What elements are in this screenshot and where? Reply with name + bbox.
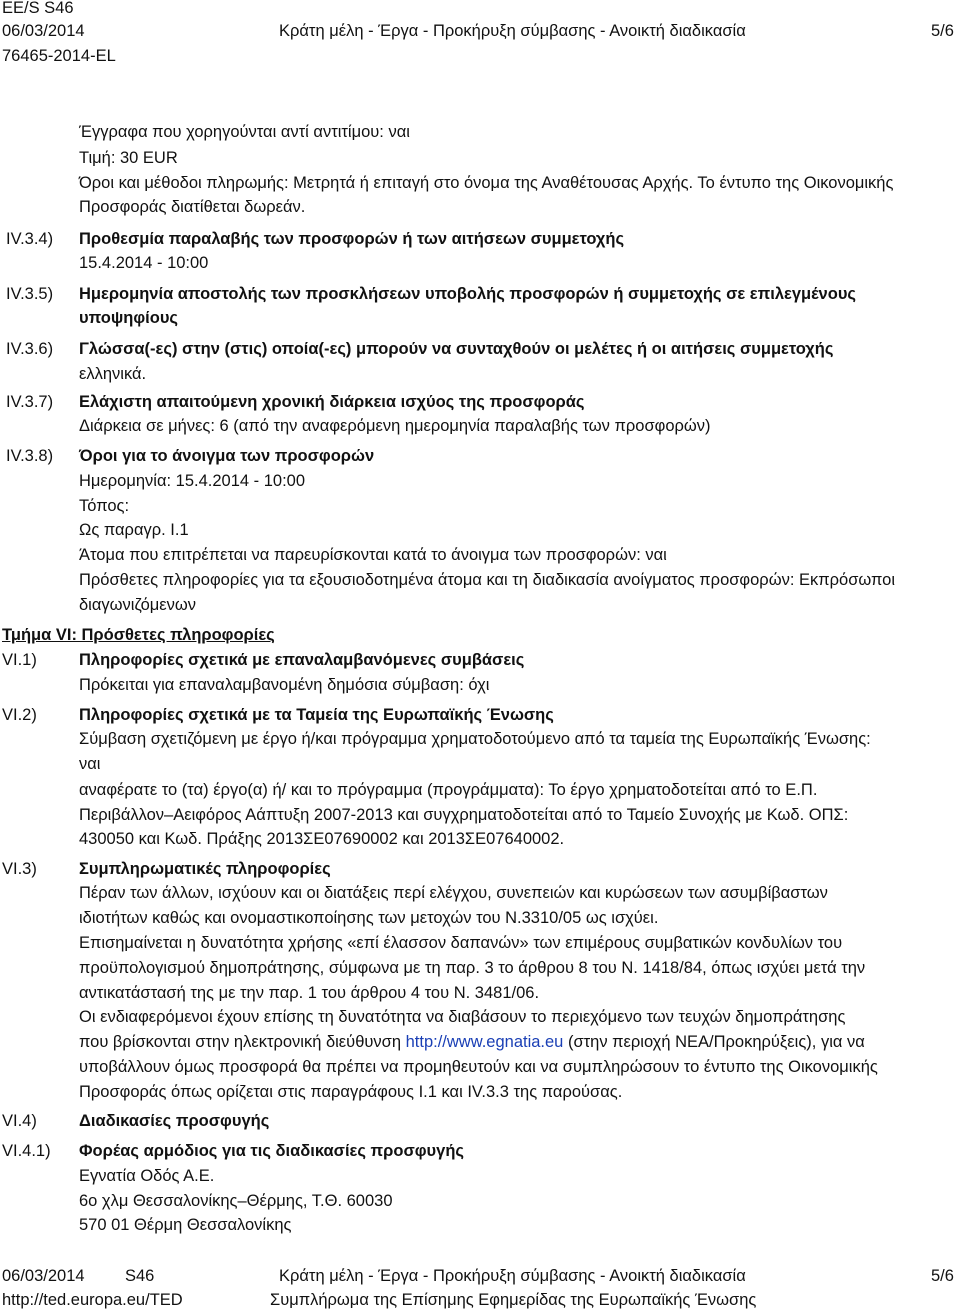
section-number: IV.3.7)	[6, 393, 54, 411]
opening-more-info-2: διαγωνιζόμενων	[79, 596, 197, 614]
info-line-8: υποβάλλουν όμως προσφορά θα πρέπει να προμηθευτούν και να συμπληρώσουν το έντυπο της Οικονομικής	[79, 1058, 878, 1076]
review-body-address: 6ο χλμ Θεσσαλονίκης–Θέρμης, Τ.Θ. 60030	[79, 1192, 393, 1210]
footer-journal: Συμπλήρωμα της Επίσημης Εφημερίδας της Ευρωπαϊκής Ένωσης	[270, 1291, 757, 1309]
section-heading: Γλώσσα(-ες) στην (στις) οποία(-ες) μπορούν να συνταχθούν οι μελέτες ή οι αιτήσεις συμμετοχής	[79, 340, 834, 358]
footer-page-number: 5/6	[931, 1267, 954, 1285]
payment-terms-line-2: Προσφοράς διατίθεται δωρεάν.	[79, 198, 306, 216]
eu-funds-line-3: αναφέρατε το (τα) έργο(α) ή/ και το πρόγραμμα (προγράμματα): Το έργο χρηματοδοτείται από το Ε.Π.	[79, 781, 818, 799]
eu-funds-line-5: 430050 και Κωδ. Πράξης 2013ΣΕ07690002 και 2013ΣΕ07640002.	[79, 830, 565, 848]
header-date: 06/03/2014	[2, 22, 85, 40]
section-heading-cont: υποψηφίους	[79, 309, 179, 327]
info-line-9: Προσφοράς όπως ορίζεται στις παραγράφους Ι.1 και IV.3.3 της παρούσας.	[79, 1083, 623, 1101]
info-line-3: Επισημαίνεται η δυνατότητα χρήσης «επί έλασσον δαπανών» των επιμέρους συμβατικών κονδυλίων του	[79, 934, 843, 952]
section-number: VI.4.1)	[2, 1142, 51, 1160]
review-body-city: 570 01 Θέρμη Θεσσαλονίκης	[79, 1216, 292, 1234]
payment-terms-line-1: Όροι και μέθοδοι πληρωμής: Μετρητά ή επιταγή στο όνομα της Αναθέτουσας Αρχής. Το έντυπο της Οικονομικής	[79, 174, 894, 192]
section-heading: Ελάχιστη απαιτούμενη χρονική διάρκεια ισχύος της προσφοράς	[79, 393, 585, 411]
section-number: IV.3.4)	[6, 230, 54, 248]
footer-series: S46	[125, 1267, 155, 1285]
section-heading: Διαδικασίες προσφυγής	[79, 1112, 270, 1130]
info-line-5: αντικατάστασή της με την παρ. 1 του άρθρου 4 του Ν. 3481/06.	[79, 984, 540, 1002]
opening-persons: Άτομα που επιτρέπεται να παρευρίσκονται κατά το άνοιγμα των προσφορών: ναι	[79, 546, 667, 564]
footer-date: 06/03/2014	[2, 1267, 85, 1285]
info-line-2: ιδιοτήτων καθώς και ονομαστικοποίησης των μετοχών του Ν.3310/05 ως ισχύει.	[79, 909, 659, 927]
info-line-6: Οι ενδιαφερόμενοι έχουν επίσης τη δυνατότητα να διαβάσουν το περιεχόμενο των τευχών δημοπράτησης	[79, 1008, 846, 1026]
footer-url[interactable]: http://ted.europa.eu/TED	[2, 1291, 183, 1309]
eu-funds-line-4: Περιβάλλον–Αειφόρος Αάπτυξη 2007-2013 και συγχρηματοδοτείται από το Ταμείο Συνοχής με Κωδ. ΟΠΣ:	[79, 806, 849, 824]
eu-funds-line-2: ναι	[79, 755, 101, 773]
footer-title: Κράτη μέλη - Έργα - Προκήρυξη σύμβασης - Ανοικτή διαδικασία	[279, 1267, 746, 1285]
section-number: IV.3.8)	[6, 447, 54, 465]
opening-more-info-1: Πρόσθετες πληροφορίες για τα εξουσιοδοτημένα άτομα και τη διαδικασία ανοίγματος προσφορών: Εκπρόσωποι	[79, 571, 896, 589]
section-heading: Συμπληρωματικές πληροφορίες	[79, 860, 331, 878]
section-number: VI.4)	[2, 1112, 37, 1130]
deadline-value: 15.4.2014 - 10:00	[79, 254, 209, 272]
docs-price-line: Έγγραφα που χορηγούνται αντί αντιτίμου: ναι	[79, 123, 410, 141]
recurrent-value: Πρόκειται για επαναλαμβανομένη δημόσια σύμβαση: όχι	[79, 676, 490, 694]
section-number: VI.1)	[2, 651, 37, 669]
egnatia-link[interactable]: http://www.egnatia.eu	[405, 1033, 564, 1051]
opening-date: Ημερομηνία: 15.4.2014 - 10:00	[79, 472, 306, 490]
section-number: VI.3)	[2, 860, 37, 878]
info-line-7-pre: που βρίσκονται στην ηλεκτρονική διεύθυνση	[79, 1033, 406, 1051]
opening-place-value: Ως παραγρ. Ι.1	[79, 521, 189, 539]
info-line-1: Πέραν των άλλων, ισχύουν και οι διατάξεις περί ελέγχου, συνεπειών και κυρώσεων των ασυμβίβαστων	[79, 884, 828, 902]
header-series: EE/S S46	[2, 0, 74, 17]
language-value: ελληνικά.	[79, 365, 147, 383]
section-number: VI.2)	[2, 706, 37, 724]
section-heading: Προθεσμία παραλαβής των προσφορών ή των αιτήσεων συμμετοχής	[79, 230, 625, 248]
validity-value: Διάρκεια σε μήνες: 6 (από την αναφερόμενη ημερομηνία παραλαβής των προσφορών)	[79, 417, 711, 435]
info-line-4: προϋπολογισμού δημοπράτησης, σύμφωνα με τη παρ. 3 το άρθρου 8 του Ν. 1418/84, όπως ισχύει μετά την	[79, 959, 866, 977]
section-heading: Όροι για το άνοιγμα των προσφορών	[79, 447, 375, 465]
price-line: Τιμή: 30 EUR	[79, 149, 178, 167]
header-title: Κράτη μέλη - Έργα - Προκήρυξη σύμβασης - Ανοικτή διαδικασία	[279, 22, 746, 40]
eu-funds-line-1: Σύμβαση σχετιζόμενη με έργο ή/και πρόγραμμα χρηματοδοτούμενο από τα ταμεία της Ευρωπαϊκής Ένωσης:	[79, 730, 871, 748]
section-vi-title: Τμήμα VI: Πρόσθετες πληροφορίες	[2, 626, 275, 644]
info-line-7	[79, 1032, 865, 1052]
section-heading: Ημερομηνία αποστολής των προσκλήσεων υποβολής προσφορών ή συμμετοχής σε επιλεγμένους	[79, 285, 856, 303]
opening-place-label: Τόπος:	[79, 497, 130, 515]
section-heading: Πληροφορίες σχετικά με επαναλαμβανόμενες συμβάσεις	[79, 651, 525, 669]
section-heading: Φορέας αρμόδιος για τις διαδικασίες προσφυγής	[79, 1142, 464, 1160]
section-number: IV.3.5)	[6, 285, 54, 303]
header-doc-id: 76465-2014-EL	[2, 47, 116, 65]
section-heading: Πληροφορίες σχετικά με τα Ταμεία της Ευρωπαϊκής Ένωσης	[79, 706, 554, 724]
section-number: IV.3.6)	[6, 340, 54, 358]
review-body-name: Εγνατία Οδός Α.Ε.	[79, 1167, 215, 1185]
header-page-number: 5/6	[931, 22, 954, 40]
info-line-7-post: (στην περιοχή ΝΕΑ/Προκηρύξεις), για να	[563, 1033, 865, 1051]
